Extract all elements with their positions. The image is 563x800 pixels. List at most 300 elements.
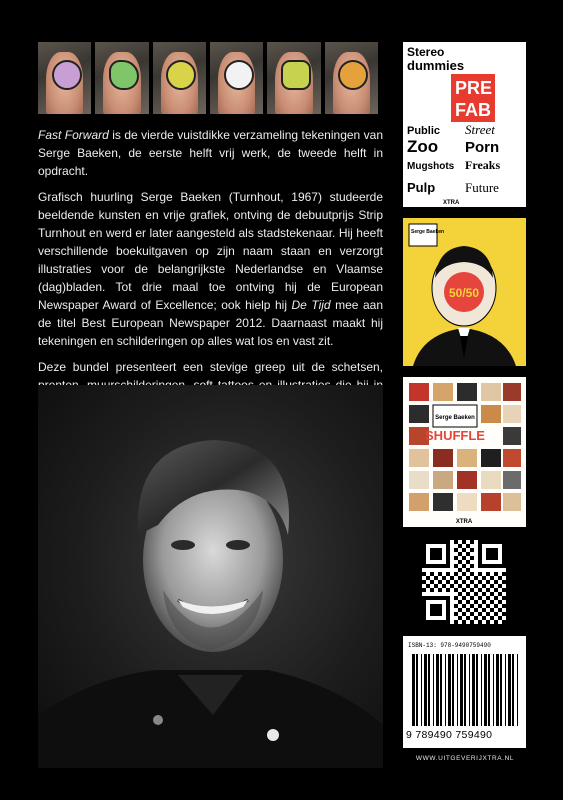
qr-module — [422, 620, 426, 624]
qr-module — [446, 560, 450, 564]
qr-module — [466, 616, 470, 620]
qr-module — [474, 600, 478, 604]
barcode-bar — [508, 654, 511, 726]
qr-module — [422, 552, 426, 556]
qr-module — [438, 572, 442, 576]
qr-module — [478, 540, 482, 544]
qr-module — [434, 552, 438, 556]
cover3-publisher: XTRA — [455, 519, 473, 525]
barcode-bar — [445, 654, 446, 726]
barcode-bar — [484, 654, 487, 726]
qr-module — [482, 608, 486, 612]
publisher-website: WWW.UITGEVERIJXTRA.NL — [415, 755, 515, 762]
qr-module — [434, 540, 438, 544]
qr-module — [434, 584, 438, 588]
qr-module — [462, 612, 466, 616]
qr-module — [466, 568, 470, 572]
qr-module — [494, 612, 498, 616]
qr-module — [486, 580, 490, 584]
qr-module — [430, 588, 434, 592]
qr-module — [466, 592, 470, 596]
qr-module — [438, 604, 442, 608]
qr-module — [498, 564, 502, 568]
description-text — [38, 126, 383, 420]
qr-module — [434, 548, 438, 552]
hand-photo — [267, 42, 320, 114]
qr-module — [478, 620, 482, 624]
qr-module — [438, 596, 442, 600]
qr-module — [502, 604, 506, 608]
cover1-word: Porn — [465, 139, 500, 156]
qr-module — [422, 548, 426, 552]
qr-code — [422, 540, 506, 624]
qr-module — [502, 620, 506, 624]
barcode-bar — [440, 654, 442, 726]
qr-module — [502, 580, 506, 584]
qr-module — [422, 540, 426, 544]
cover1-word: dummies — [407, 58, 465, 73]
qr-module — [470, 564, 474, 568]
qr-module — [422, 608, 426, 612]
cover2-art — [403, 218, 526, 366]
qr-module — [502, 548, 506, 552]
bio-text-1: Grafisch huurling Serge Baeken (Turnhout, 1967) studeerde beeldende kunsten en vrije grafiek, ontving de debuutprijs Strip Turnhout en werd er later aangesteld als stadstekenaar. Hij heeft verschillende boekuitgaven op zijn naam staan en verzorgt illustraties voor de belangrijkste Nederlandse en Vlaamse (dag)bladen. Tot drie maal toe ontving hij de European Newspaper Award of Excellence; ook hielp hij — [38, 190, 383, 312]
qr-module — [486, 548, 490, 552]
qr-module — [494, 572, 498, 576]
qr-module — [434, 576, 438, 580]
qr-module — [486, 564, 490, 568]
qr-module — [498, 600, 502, 604]
qr-module — [458, 616, 462, 620]
qr-module — [478, 572, 482, 576]
barcode-bar — [488, 654, 490, 726]
qr-module — [470, 580, 474, 584]
qr-module — [478, 588, 482, 592]
bio-paragraph — [38, 188, 383, 350]
qr-module — [438, 612, 442, 616]
closing-paragraph: Deze bundel presenteert een stevige greep uit de schetsen, — [38, 360, 383, 374]
cover1-word: Street — [465, 122, 495, 137]
qr-module — [502, 564, 506, 568]
qr-module — [502, 552, 506, 556]
qr-module — [502, 572, 506, 576]
qr-module — [446, 604, 450, 608]
qr-module — [422, 600, 426, 604]
qr-module — [478, 560, 482, 564]
qr-module — [494, 580, 498, 584]
qr-module — [462, 588, 466, 592]
qr-module — [430, 604, 434, 608]
qr-module — [466, 576, 470, 580]
qr-module — [446, 596, 450, 600]
qr-module — [466, 552, 470, 556]
qr-module — [498, 576, 502, 580]
qr-module — [442, 576, 446, 580]
qr-module — [462, 596, 466, 600]
hand-tattoo-photo-strip — [38, 42, 378, 114]
qr-module — [486, 540, 490, 544]
qr-module — [422, 560, 426, 564]
intro-text: is de vierde vuistdikke verzameling tekeningen van Serge Baeken, de eerste helft vrij werk, de tweede helft in opdracht. — [38, 128, 384, 178]
barcode-bar — [416, 654, 418, 726]
qr-module — [446, 552, 450, 556]
qr-module — [498, 616, 502, 620]
qr-module — [490, 564, 494, 568]
qr-module — [470, 556, 474, 560]
qr-module — [446, 612, 450, 616]
qr-module — [474, 608, 478, 612]
qr-module — [474, 592, 478, 596]
hand-photo — [210, 42, 263, 114]
qr-module — [438, 556, 442, 560]
cover2-author: Serge Baeken — [411, 229, 445, 235]
qr-module — [486, 596, 490, 600]
button — [153, 715, 163, 725]
qr-module — [422, 612, 426, 616]
qr-code-image — [422, 540, 506, 624]
qr-module — [494, 548, 498, 552]
qr-module — [470, 572, 474, 576]
qr-module — [470, 548, 474, 552]
bio-text-2: mee aan de titel Best European Newspaper 2012. Daarnaast maakt hij tekeningen en schilderingen op alles wat los en vast zit. — [38, 298, 384, 348]
qr-module — [482, 600, 486, 604]
barcode-bar — [500, 654, 502, 726]
qr-module — [494, 564, 498, 568]
cover1-word: Public — [407, 125, 441, 137]
qr-module — [466, 584, 470, 588]
qr-module — [490, 616, 494, 620]
barcode-bar — [424, 654, 427, 726]
qr-module — [502, 556, 506, 560]
qr-module — [478, 580, 482, 584]
barcode-bar — [512, 654, 514, 726]
cover3-title: SHUFFLE — [425, 428, 485, 443]
qr-module — [458, 600, 462, 604]
qr-module — [438, 564, 442, 568]
qr-module — [490, 556, 494, 560]
qr-module — [454, 572, 458, 576]
qr-module — [422, 544, 426, 548]
book-cover-shuffle — [403, 377, 526, 527]
cover1-word: Mugshots — [407, 161, 455, 172]
qr-module — [494, 596, 498, 600]
barcode-bar — [464, 654, 466, 726]
qr-module — [438, 580, 442, 584]
qr-module — [442, 564, 446, 568]
qr-module — [494, 604, 498, 608]
qr-module — [478, 604, 482, 608]
qr-module — [434, 612, 438, 616]
qr-module — [474, 616, 478, 620]
qr-module — [434, 564, 438, 568]
pin-badge — [267, 729, 279, 741]
qr-module — [454, 596, 458, 600]
newspaper-name: De Tijd — [291, 298, 331, 312]
qr-module — [502, 612, 506, 616]
qr-module — [466, 608, 470, 612]
qr-module — [482, 540, 486, 544]
qr-module — [438, 608, 442, 612]
qr-module — [478, 544, 482, 548]
cover1-word: FAB — [455, 100, 491, 120]
qr-module — [454, 540, 458, 544]
qr-module — [490, 600, 494, 604]
qr-module — [442, 540, 446, 544]
qr-module — [434, 608, 438, 612]
qr-module — [482, 576, 486, 580]
qr-module — [482, 584, 486, 588]
qr-module — [454, 564, 458, 568]
qr-module — [446, 556, 450, 560]
hand-photo — [325, 42, 378, 114]
cover-typography-art — [403, 42, 526, 207]
qr-module — [462, 540, 466, 544]
barcode-bar — [412, 654, 415, 726]
qr-module — [458, 608, 462, 612]
barcode-bar — [493, 654, 494, 726]
book-cover-stereo-dummies — [403, 42, 526, 207]
qr-module — [442, 584, 446, 588]
qr-module — [490, 540, 494, 544]
qr-module — [430, 548, 434, 552]
hand-photo — [153, 42, 206, 114]
qr-module — [478, 552, 482, 556]
qr-module — [498, 584, 502, 588]
qr-module — [502, 560, 506, 564]
barcode-bar — [457, 654, 458, 726]
qr-module — [454, 604, 458, 608]
barcode-bar — [421, 654, 422, 726]
qr-module — [470, 604, 474, 608]
cover1-word: Zoo — [407, 137, 439, 156]
qr-module — [422, 596, 426, 600]
qr-module — [458, 560, 462, 564]
qr-module — [478, 556, 482, 560]
qr-module — [446, 572, 450, 576]
cover1-word: PRE — [455, 78, 493, 98]
qr-module — [438, 620, 442, 624]
qr-module — [442, 596, 446, 600]
qr-module — [434, 620, 438, 624]
qr-module — [486, 552, 490, 556]
qr-module — [454, 580, 458, 584]
qr-module — [430, 620, 434, 624]
qr-module — [494, 552, 498, 556]
qr-module — [502, 596, 506, 600]
qr-module — [462, 572, 466, 576]
qr-module — [478, 596, 482, 600]
qr-module — [438, 540, 442, 544]
qr-module — [430, 556, 434, 560]
qr-module — [446, 548, 450, 552]
qr-module — [434, 596, 438, 600]
qr-module — [486, 612, 490, 616]
qr-module — [430, 596, 434, 600]
qr-module — [426, 540, 430, 544]
isbn-digits: 9 789490 759490 — [406, 729, 493, 741]
qr-module — [470, 596, 474, 600]
author-portrait — [38, 385, 383, 768]
cover3-art — [403, 377, 526, 527]
qr-module — [482, 616, 486, 620]
qr-module — [446, 616, 450, 620]
qr-module — [486, 556, 490, 560]
qr-module — [466, 560, 470, 564]
cover3-author: Serge Baeken — [435, 415, 475, 421]
qr-module — [430, 564, 434, 568]
qr-module — [470, 588, 474, 592]
barcode-bar — [428, 654, 430, 726]
qr-module — [458, 552, 462, 556]
qr-module — [446, 600, 450, 604]
qr-module — [462, 620, 466, 624]
qr-module — [422, 556, 426, 560]
qr-module — [502, 544, 506, 548]
qr-module — [442, 620, 446, 624]
qr-module — [482, 592, 486, 596]
qr-module — [490, 592, 494, 596]
book-title: Fast Forward — [38, 128, 109, 142]
qr-module — [478, 548, 482, 552]
qr-module — [446, 608, 450, 612]
qr-module — [430, 572, 434, 576]
qr-module — [426, 596, 430, 600]
qr-module — [462, 564, 466, 568]
qr-module — [462, 580, 466, 584]
qr-module — [446, 544, 450, 548]
qr-module — [446, 620, 450, 624]
qr-module — [454, 548, 458, 552]
qr-module — [490, 548, 494, 552]
qr-module — [434, 556, 438, 560]
qr-module — [462, 548, 466, 552]
barcode-bar — [452, 654, 454, 726]
qr-module — [490, 584, 494, 588]
qr-module — [438, 588, 442, 592]
cover1-word: Stereo — [407, 45, 445, 59]
qr-module — [434, 604, 438, 608]
qr-module — [498, 592, 502, 596]
qr-module — [426, 576, 430, 580]
qr-module — [478, 564, 482, 568]
barcode-bar — [505, 654, 506, 726]
qr-module — [446, 540, 450, 544]
qr-module — [498, 540, 502, 544]
qr-module — [474, 576, 478, 580]
qr-module — [470, 540, 474, 544]
qr-module — [458, 568, 462, 572]
qr-module — [422, 580, 426, 584]
qr-module — [482, 564, 486, 568]
qr-module — [450, 576, 454, 580]
qr-module — [454, 612, 458, 616]
qr-module — [458, 592, 462, 596]
qr-module — [422, 604, 426, 608]
qr-module — [462, 556, 466, 560]
qr-module — [486, 588, 490, 592]
hand-photo — [95, 42, 148, 114]
barcode-bar — [496, 654, 499, 726]
qr-module — [474, 584, 478, 588]
qr-module — [422, 588, 426, 592]
cover1-word: Freaks — [465, 158, 501, 172]
barcode-bar — [469, 654, 470, 726]
cover1-publisher: XTRA — [443, 200, 460, 206]
portrait-image — [38, 385, 383, 768]
qr-module — [502, 540, 506, 544]
qr-module — [430, 580, 434, 584]
qr-module — [490, 576, 494, 580]
qr-module — [430, 540, 434, 544]
barcode-bar — [476, 654, 478, 726]
qr-module — [454, 620, 458, 624]
qr-module — [466, 600, 470, 604]
qr-module — [454, 556, 458, 560]
qr-module — [494, 588, 498, 592]
qr-module — [486, 620, 490, 624]
barcode-bar — [517, 654, 518, 726]
qr-module — [470, 612, 474, 616]
qr-module — [422, 572, 426, 576]
barcode-bar — [460, 654, 463, 726]
qr-module — [498, 608, 502, 612]
qr-module — [446, 588, 450, 592]
barcode-bar — [481, 654, 482, 726]
qr-module — [446, 580, 450, 584]
qr-module — [458, 584, 462, 588]
barcode-bars — [410, 654, 522, 726]
qr-module — [430, 608, 434, 612]
qr-module — [486, 572, 490, 576]
qr-module — [478, 612, 482, 616]
qr-module — [426, 564, 430, 568]
qr-module — [494, 620, 498, 624]
barcode-bar — [436, 654, 439, 726]
isbn-label: ISBN-13: 978-9490759490 — [408, 642, 491, 649]
qr-module — [422, 564, 426, 568]
qr-module — [470, 620, 474, 624]
qr-module — [462, 604, 466, 608]
barcode-bar — [433, 654, 434, 726]
hand-photo — [38, 42, 91, 114]
qr-module — [466, 544, 470, 548]
cover1-word: Pulp — [407, 180, 436, 195]
qr-module — [494, 556, 498, 560]
cover1-word: Future — [465, 180, 499, 195]
barcode-bar — [472, 654, 475, 726]
qr-module — [426, 584, 430, 588]
qr-module — [438, 548, 442, 552]
qr-module — [450, 584, 454, 588]
qr-module — [430, 612, 434, 616]
qr-module — [490, 552, 494, 556]
qr-module — [422, 616, 426, 620]
qr-module — [438, 552, 442, 556]
qr-module — [494, 540, 498, 544]
qr-module — [486, 604, 490, 608]
book-cover-50-50 — [403, 218, 526, 366]
qr-module — [446, 564, 450, 568]
qr-module — [426, 620, 430, 624]
qr-module — [490, 608, 494, 612]
intro-paragraph — [38, 126, 383, 180]
qr-module — [454, 588, 458, 592]
qr-module — [458, 576, 462, 580]
qr-module — [458, 544, 462, 548]
cover2-title: 50/50 — [448, 286, 480, 300]
qr-module — [430, 552, 434, 556]
qr-module — [502, 588, 506, 592]
